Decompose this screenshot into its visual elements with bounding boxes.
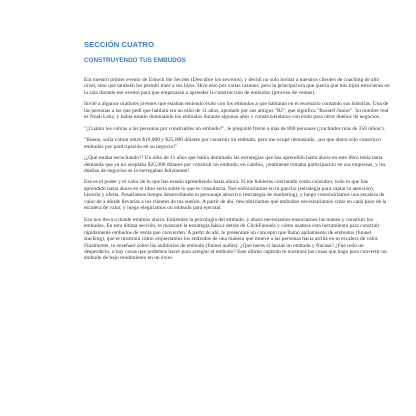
section-content	[84, 40, 390, 267]
paragraph-3: "¿Cuánto les cobras a las personas por construirles un embudo?", le pregunté frente a más de 800 personas (¡incluidos más de 350 niños!).	[84, 125, 386, 132]
paragraph-5: ¡¿Qué estaba escuchando?! Un niño de 11 años que había dominado las estrategias que has aprendido hasta ahora en este libro tenía tanta demanda que ya no aceptaba $25,000 dólares por construir un embudo; en cambio, ¡realmente tomaba participación en sus empresas, y los dueños de negocios se la entregaban felizmente!	[84, 155, 386, 174]
section-subtitle: CONSTRUYENDO TUS EMBUDOS	[84, 57, 186, 64]
paragraph-7: Eso nos lleva a donde estamos ahora. Entiendes la psicología del embudo, y ahora necesitamos ensuciarnos las manos y construir los embudos. En esta última sección, te mostraré la estrategia básica detrás de ClickFunnels y cómo usamos esta herramienta para construir rápidamente embudos de venta que convierten. A partir de ahí, te presentaré un concepto que llamo apilamiento de embudos (funnel stacking), que te mostrará cómo orquestamos los embudos de una manera que mueve a las personas hacia arriba en tu escalera de valor. Finalmente, te enseñaré sobre las auditorías de embudo (funnel audits). ¿Qué haces si lanzas un embudo y fracasa? ¿Fue todo un desperdicio, o hay cosas que podemos hacer para arreglar el embudo? Este último capítulo te mostrará las cosas que hago para convertir un embudo de bajo rendimiento en un éxito.	[84, 216, 387, 262]
paragraph-4: "Bueno, solía cobrar entre $10,000 y $25,000 dólares por construir un embudo, pero me ocupé demasiado, ¡así que ahora solo construyo embudos por participación en su negocio!"	[84, 137, 381, 150]
paragraph-1: Era nuestro primer evento de Unlock the Secrets (Descubre los secretos), y decidí no solo invitar a nuestros clientes de coaching de alto nivel, sino que también les permití traer a sus hijos. Hice esto por varias razones, pero la principal era que quería que mis hijos estuvieran en la sala durante ese evento para que empezaran a aprender la construcción de embudos (proceso de ventas).	[84, 77, 390, 96]
paragraph-6: Ese es el poder y el valor de lo que has estado aprendiendo hasta ahora. Si me hubieras contratado como consultor, todo lo que has aprendido hasta ahora en el libro sería sobre lo que te consultaría. Nos enfocaríamos en tu gancho (estrategia para captar la atención), historia y oferta. Pasaríamos tiempo desarrollando tu personaje atractivo (estrategia de marketing), y luego construiríamos una escalera de valor de a dónde llevarías a los clientes de tus sueños. A partir de ahí, descubriríamos qué embudos necesitaríamos crear en cada paso de la escalera de valor, y luego elegiríamos un embudo para ejecutar.	[84, 179, 387, 212]
section-title: SECCIÓN CUATRO	[84, 40, 155, 49]
paragraph-2: Invité a algunos oradores jóvenes que estaban teniendo éxito con los embudos a que hablaran en el escenario contando sus historias. Una de las personas a las que pedí que hablara era un niño de 11 años, apodado por sus amigos "RJ", que significa "Russell Junior". Su nombre real es Noah Lenz, y había estado dominando los embudos durante algunos años y construyéndolos con éxito para otros dueños de negocios.	[84, 101, 389, 121]
